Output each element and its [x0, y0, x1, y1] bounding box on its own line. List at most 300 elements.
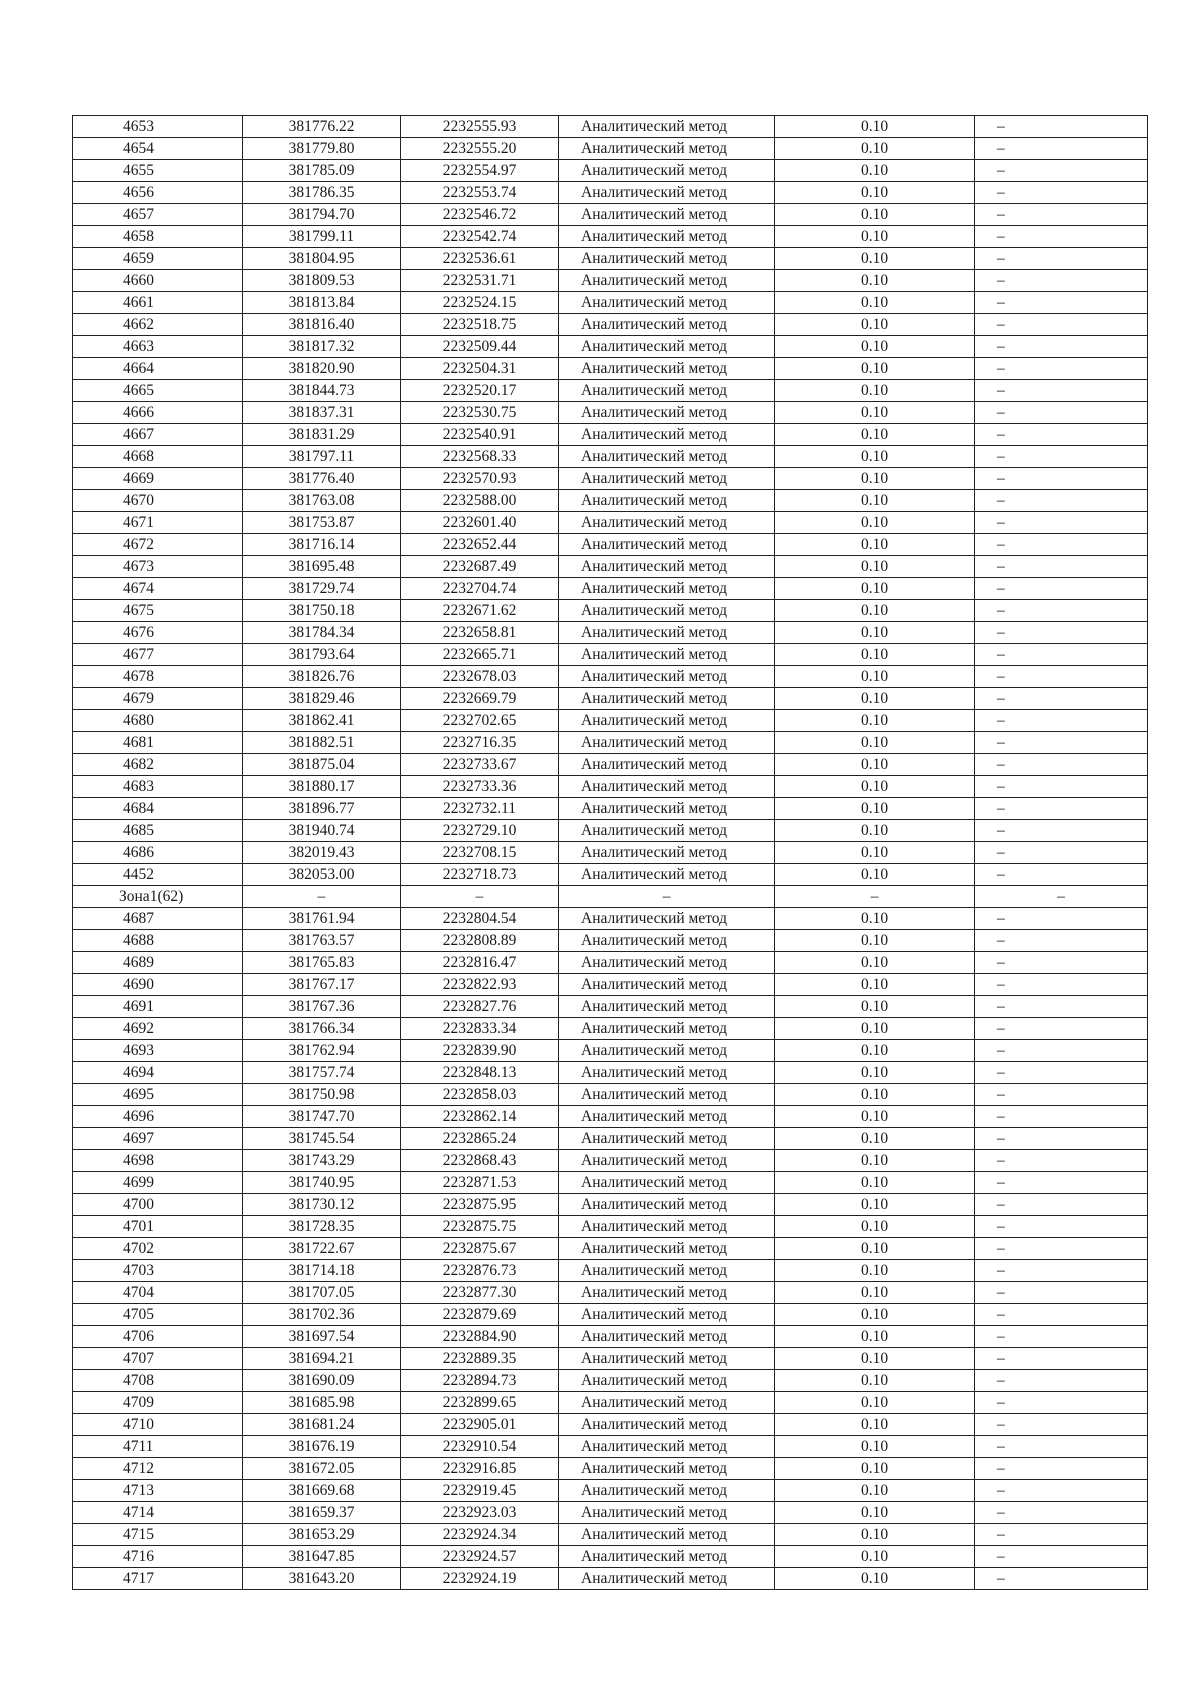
- description-cell: –: [975, 380, 1148, 402]
- point-number-cell: 4699: [73, 1172, 243, 1194]
- y-coordinate-cell: 2232536.61: [401, 248, 559, 270]
- description-cell: –: [975, 996, 1148, 1018]
- method-cell: Аналитический метод: [559, 1260, 775, 1282]
- accuracy-cell: 0.10: [775, 1018, 975, 1040]
- point-number-cell: 4694: [73, 1062, 243, 1084]
- table-row: [73, 842, 1148, 864]
- x-coordinate-cell: 381875.04: [243, 754, 401, 776]
- x-coordinate-cell: 381753.87: [243, 512, 401, 534]
- accuracy-cell: 0.10: [775, 512, 975, 534]
- accuracy-cell: 0.10: [775, 468, 975, 490]
- y-coordinate-cell: 2232916.85: [401, 1458, 559, 1480]
- accuracy-cell: 0.10: [775, 116, 975, 138]
- description-cell: –: [975, 1282, 1148, 1304]
- x-coordinate-cell: 381793.64: [243, 644, 401, 666]
- description-cell: –: [975, 952, 1148, 974]
- table-row: [73, 1106, 1148, 1128]
- y-coordinate-cell: 2232652.44: [401, 534, 559, 556]
- x-coordinate-cell: 381940.74: [243, 820, 401, 842]
- table-row: [73, 1480, 1148, 1502]
- description-cell: –: [975, 688, 1148, 710]
- accuracy-cell: 0.10: [775, 1172, 975, 1194]
- table-row: [73, 578, 1148, 600]
- x-coordinate-cell: 381672.05: [243, 1458, 401, 1480]
- method-cell: Аналитический метод: [559, 556, 775, 578]
- y-coordinate-cell: 2232702.65: [401, 710, 559, 732]
- y-coordinate-cell: 2232868.43: [401, 1150, 559, 1172]
- point-number-cell: 4705: [73, 1304, 243, 1326]
- y-coordinate-cell: 2232875.67: [401, 1238, 559, 1260]
- method-cell: Аналитический метод: [559, 952, 775, 974]
- description-cell: –: [975, 798, 1148, 820]
- method-cell: Аналитический метод: [559, 1370, 775, 1392]
- point-number-cell: 4670: [73, 490, 243, 512]
- x-coordinate-cell: 381820.90: [243, 358, 401, 380]
- x-coordinate-cell: 381659.37: [243, 1502, 401, 1524]
- x-coordinate-cell: 381763.57: [243, 930, 401, 952]
- method-cell: Аналитический метод: [559, 1568, 775, 1590]
- point-number-cell: 4713: [73, 1480, 243, 1502]
- accuracy-cell: 0.10: [775, 1282, 975, 1304]
- x-coordinate-cell: 381794.70: [243, 204, 401, 226]
- y-coordinate-cell: 2232546.72: [401, 204, 559, 226]
- y-coordinate-cell: 2232729.10: [401, 820, 559, 842]
- table-row: [73, 204, 1148, 226]
- method-cell: Аналитический метод: [559, 1194, 775, 1216]
- description-cell: –: [975, 842, 1148, 864]
- description-cell: –: [975, 358, 1148, 380]
- method-cell: Аналитический метод: [559, 160, 775, 182]
- accuracy-cell: 0.10: [775, 1524, 975, 1546]
- description-cell: –: [975, 622, 1148, 644]
- description-cell: –: [975, 1062, 1148, 1084]
- y-coordinate-cell: 2232804.54: [401, 908, 559, 930]
- accuracy-cell: 0.10: [775, 556, 975, 578]
- point-number-cell: 4702: [73, 1238, 243, 1260]
- x-coordinate-cell: 381740.95: [243, 1172, 401, 1194]
- table-row: [73, 1524, 1148, 1546]
- table-row: [73, 402, 1148, 424]
- accuracy-cell: 0.10: [775, 490, 975, 512]
- table-row: [73, 732, 1148, 754]
- method-cell: Аналитический метод: [559, 292, 775, 314]
- y-coordinate-cell: 2232540.91: [401, 424, 559, 446]
- point-number-cell: 4706: [73, 1326, 243, 1348]
- accuracy-cell: 0.10: [775, 1216, 975, 1238]
- point-number-cell: 4700: [73, 1194, 243, 1216]
- x-coordinate-cell: 381695.48: [243, 556, 401, 578]
- table-row: [73, 1172, 1148, 1194]
- y-coordinate-cell: 2232889.35: [401, 1348, 559, 1370]
- y-coordinate-cell: 2232531.71: [401, 270, 559, 292]
- table-row: [73, 468, 1148, 490]
- description-cell: –: [975, 1150, 1148, 1172]
- x-coordinate-cell: 381681.24: [243, 1414, 401, 1436]
- method-cell: Аналитический метод: [559, 490, 775, 512]
- point-number-cell: 4666: [73, 402, 243, 424]
- method-cell: Аналитический метод: [559, 138, 775, 160]
- table-row: [73, 1414, 1148, 1436]
- table-row: [73, 1194, 1148, 1216]
- table-row: [73, 314, 1148, 336]
- method-cell: Аналитический метод: [559, 1282, 775, 1304]
- x-coordinate-cell: 381817.32: [243, 336, 401, 358]
- accuracy-cell: 0.10: [775, 754, 975, 776]
- accuracy-cell: 0.10: [775, 930, 975, 952]
- x-coordinate-cell: 381694.21: [243, 1348, 401, 1370]
- table-row: [73, 820, 1148, 842]
- table-row: [73, 1348, 1148, 1370]
- accuracy-cell: 0.10: [775, 226, 975, 248]
- x-coordinate-cell: 381766.34: [243, 1018, 401, 1040]
- method-cell: Аналитический метод: [559, 358, 775, 380]
- point-number-cell: 4695: [73, 1084, 243, 1106]
- description-cell: –: [975, 710, 1148, 732]
- x-coordinate-cell: 381745.54: [243, 1128, 401, 1150]
- y-coordinate-cell: 2232671.62: [401, 600, 559, 622]
- point-number-cell: 4663: [73, 336, 243, 358]
- accuracy-cell: 0.10: [775, 820, 975, 842]
- table-row: [73, 446, 1148, 468]
- method-cell: Аналитический метод: [559, 402, 775, 424]
- description-cell: –: [975, 490, 1148, 512]
- x-coordinate-cell: 381647.85: [243, 1546, 401, 1568]
- y-coordinate-cell: 2232833.34: [401, 1018, 559, 1040]
- y-coordinate-cell: 2232665.71: [401, 644, 559, 666]
- x-coordinate-cell: 381729.74: [243, 578, 401, 600]
- y-coordinate-cell: 2232601.40: [401, 512, 559, 534]
- method-cell: Аналитический метод: [559, 204, 775, 226]
- description-cell: –: [975, 1414, 1148, 1436]
- accuracy-cell: 0.10: [775, 1370, 975, 1392]
- method-cell: Аналитический метод: [559, 182, 775, 204]
- accuracy-cell: 0.10: [775, 622, 975, 644]
- x-coordinate-cell: 381785.09: [243, 160, 401, 182]
- accuracy-cell: 0.10: [775, 842, 975, 864]
- table-row: [73, 688, 1148, 710]
- y-coordinate-cell: 2232839.90: [401, 1040, 559, 1062]
- description-cell: –: [975, 446, 1148, 468]
- method-cell: Аналитический метод: [559, 798, 775, 820]
- y-coordinate-cell: 2232858.03: [401, 1084, 559, 1106]
- y-coordinate-cell: 2232658.81: [401, 622, 559, 644]
- accuracy-cell: 0.10: [775, 248, 975, 270]
- description-cell: –: [975, 512, 1148, 534]
- point-number-cell: 4686: [73, 842, 243, 864]
- method-cell: Аналитический метод: [559, 688, 775, 710]
- y-coordinate-cell: 2232716.35: [401, 732, 559, 754]
- y-coordinate-cell: 2232732.11: [401, 798, 559, 820]
- point-number-cell: 4671: [73, 512, 243, 534]
- y-coordinate-cell: 2232862.14: [401, 1106, 559, 1128]
- y-coordinate-cell: 2232894.73: [401, 1370, 559, 1392]
- point-number-cell: 4668: [73, 446, 243, 468]
- point-number-cell: 4692: [73, 1018, 243, 1040]
- accuracy-cell: 0.10: [775, 1480, 975, 1502]
- description-cell: –: [975, 1040, 1148, 1062]
- point-number-cell: 4712: [73, 1458, 243, 1480]
- method-cell: Аналитический метод: [559, 600, 775, 622]
- x-coordinate-cell: 381761.94: [243, 908, 401, 930]
- point-number-cell: 4681: [73, 732, 243, 754]
- description-cell: –: [975, 1106, 1148, 1128]
- accuracy-cell: 0.10: [775, 798, 975, 820]
- y-coordinate-cell: 2232678.03: [401, 666, 559, 688]
- description-cell: –: [975, 424, 1148, 446]
- description-cell: –: [975, 226, 1148, 248]
- method-cell: Аналитический метод: [559, 930, 775, 952]
- y-coordinate-cell: 2232669.79: [401, 688, 559, 710]
- zone-label-cell: Зона1(62): [73, 886, 243, 908]
- point-number-cell: 4675: [73, 600, 243, 622]
- accuracy-cell: 0.10: [775, 534, 975, 556]
- description-cell: –: [975, 1370, 1148, 1392]
- y-coordinate-cell: 2232542.74: [401, 226, 559, 248]
- accuracy-cell: 0.10: [775, 314, 975, 336]
- y-coordinate-cell: 2232570.93: [401, 468, 559, 490]
- y-coordinate-cell: 2232718.73: [401, 864, 559, 886]
- description-cell: –: [975, 1348, 1148, 1370]
- description-cell: –: [975, 732, 1148, 754]
- x-coordinate-cell: 381797.11: [243, 446, 401, 468]
- x-coordinate-cell: 381743.29: [243, 1150, 401, 1172]
- accuracy-cell: 0.10: [775, 1128, 975, 1150]
- accuracy-cell: 0.10: [775, 1040, 975, 1062]
- description-cell: –: [975, 644, 1148, 666]
- y-coordinate-cell: 2232509.44: [401, 336, 559, 358]
- description-cell: –: [975, 1128, 1148, 1150]
- x-coordinate-cell: 381690.09: [243, 1370, 401, 1392]
- x-coordinate-cell: 381765.83: [243, 952, 401, 974]
- accuracy-cell: 0.10: [775, 1546, 975, 1568]
- table-row: [73, 1260, 1148, 1282]
- table-row: [73, 798, 1148, 820]
- table-row: [73, 512, 1148, 534]
- accuracy-cell: 0.10: [775, 1084, 975, 1106]
- accuracy-cell: 0.10: [775, 336, 975, 358]
- y-coordinate-cell: 2232518.75: [401, 314, 559, 336]
- x-coordinate-cell: –: [243, 886, 401, 908]
- x-coordinate-cell: 381844.73: [243, 380, 401, 402]
- point-number-cell: 4655: [73, 160, 243, 182]
- point-number-cell: 4716: [73, 1546, 243, 1568]
- method-cell: Аналитический метод: [559, 468, 775, 490]
- method-cell: Аналитический метод: [559, 710, 775, 732]
- method-cell: Аналитический метод: [559, 974, 775, 996]
- method-cell: Аналитический метод: [559, 1414, 775, 1436]
- method-cell: Аналитический метод: [559, 864, 775, 886]
- point-number-cell: 4656: [73, 182, 243, 204]
- accuracy-cell: 0.10: [775, 160, 975, 182]
- table-row: [73, 1436, 1148, 1458]
- point-number-cell: 4654: [73, 138, 243, 160]
- method-cell: Аналитический метод: [559, 1062, 775, 1084]
- point-number-cell: 4659: [73, 248, 243, 270]
- point-number-cell: 4717: [73, 1568, 243, 1590]
- table-row: [73, 1150, 1148, 1172]
- method-cell: Аналитический метод: [559, 1238, 775, 1260]
- table-row: [73, 358, 1148, 380]
- method-cell: Аналитический метод: [559, 666, 775, 688]
- table-row: [73, 160, 1148, 182]
- y-coordinate-cell: 2232924.57: [401, 1546, 559, 1568]
- y-coordinate-cell: 2232884.90: [401, 1326, 559, 1348]
- zone-header-row: [73, 886, 1148, 908]
- accuracy-cell: 0.10: [775, 1348, 975, 1370]
- y-coordinate-cell: 2232827.76: [401, 996, 559, 1018]
- point-number-cell: 4708: [73, 1370, 243, 1392]
- method-cell: Аналитический метод: [559, 380, 775, 402]
- y-coordinate-cell: 2232554.97: [401, 160, 559, 182]
- y-coordinate-cell: 2232520.17: [401, 380, 559, 402]
- accuracy-cell: 0.10: [775, 446, 975, 468]
- table-row: [73, 226, 1148, 248]
- x-coordinate-cell: 381784.34: [243, 622, 401, 644]
- point-number-cell: 4669: [73, 468, 243, 490]
- table-row: [73, 116, 1148, 138]
- accuracy-cell: 0.10: [775, 1062, 975, 1084]
- description-cell: –: [975, 1392, 1148, 1414]
- method-cell: Аналитический метод: [559, 1392, 775, 1414]
- x-coordinate-cell: 381750.98: [243, 1084, 401, 1106]
- method-cell: Аналитический метод: [559, 996, 775, 1018]
- y-coordinate-cell: 2232553.74: [401, 182, 559, 204]
- description-cell: –: [975, 292, 1148, 314]
- coordinates-table: [72, 115, 1148, 1590]
- point-number-cell: 4714: [73, 1502, 243, 1524]
- x-coordinate-cell: 381882.51: [243, 732, 401, 754]
- table-row: [73, 1502, 1148, 1524]
- x-coordinate-cell: 381669.68: [243, 1480, 401, 1502]
- y-coordinate-cell: 2232555.93: [401, 116, 559, 138]
- description-cell: –: [975, 534, 1148, 556]
- point-number-cell: 4667: [73, 424, 243, 446]
- description-cell: –: [975, 1568, 1148, 1590]
- x-coordinate-cell: 381716.14: [243, 534, 401, 556]
- point-number-cell: 4711: [73, 1436, 243, 1458]
- table-row: [73, 424, 1148, 446]
- x-coordinate-cell: 381809.53: [243, 270, 401, 292]
- y-coordinate-cell: 2232588.00: [401, 490, 559, 512]
- table-row: [73, 1216, 1148, 1238]
- description-cell: –: [975, 1018, 1148, 1040]
- y-coordinate-cell: 2232877.30: [401, 1282, 559, 1304]
- description-cell: –: [975, 600, 1148, 622]
- x-coordinate-cell: 381707.05: [243, 1282, 401, 1304]
- accuracy-cell: 0.10: [775, 402, 975, 424]
- y-coordinate-cell: 2232504.31: [401, 358, 559, 380]
- x-coordinate-cell: 381799.11: [243, 226, 401, 248]
- table-row: [73, 952, 1148, 974]
- description-cell: –: [975, 908, 1148, 930]
- point-number-cell: 4662: [73, 314, 243, 336]
- accuracy-cell: 0.10: [775, 1260, 975, 1282]
- description-cell: –: [975, 160, 1148, 182]
- description-cell: –: [975, 930, 1148, 952]
- description-cell: –: [975, 754, 1148, 776]
- x-coordinate-cell: 381762.94: [243, 1040, 401, 1062]
- accuracy-cell: 0.10: [775, 974, 975, 996]
- x-coordinate-cell: 381747.70: [243, 1106, 401, 1128]
- method-cell: Аналитический метод: [559, 1304, 775, 1326]
- description-cell: –: [975, 1502, 1148, 1524]
- table-row: [73, 1546, 1148, 1568]
- accuracy-cell: 0.10: [775, 1392, 975, 1414]
- point-number-cell: 4678: [73, 666, 243, 688]
- point-number-cell: 4698: [73, 1150, 243, 1172]
- point-number-cell: 4660: [73, 270, 243, 292]
- point-number-cell: 4703: [73, 1260, 243, 1282]
- description-cell: –: [975, 138, 1148, 160]
- x-coordinate-cell: 381804.95: [243, 248, 401, 270]
- description-cell: –: [975, 886, 1148, 908]
- y-coordinate-cell: 2232555.20: [401, 138, 559, 160]
- table-row: [73, 1238, 1148, 1260]
- table-row: [73, 138, 1148, 160]
- accuracy-cell: 0.10: [775, 1326, 975, 1348]
- point-number-cell: 4689: [73, 952, 243, 974]
- point-number-cell: 4682: [73, 754, 243, 776]
- y-coordinate-cell: 2232919.45: [401, 1480, 559, 1502]
- accuracy-cell: 0.10: [775, 1106, 975, 1128]
- x-coordinate-cell: 381714.18: [243, 1260, 401, 1282]
- method-cell: Аналитический метод: [559, 820, 775, 842]
- x-coordinate-cell: 381816.40: [243, 314, 401, 336]
- y-coordinate-cell: 2232876.73: [401, 1260, 559, 1282]
- method-cell: Аналитический метод: [559, 1480, 775, 1502]
- description-cell: –: [975, 1480, 1148, 1502]
- accuracy-cell: 0.10: [775, 424, 975, 446]
- description-cell: –: [975, 1194, 1148, 1216]
- accuracy-cell: 0.10: [775, 644, 975, 666]
- method-cell: Аналитический метод: [559, 512, 775, 534]
- accuracy-cell: 0.10: [775, 138, 975, 160]
- table-row: [73, 1062, 1148, 1084]
- method-cell: Аналитический метод: [559, 754, 775, 776]
- method-cell: Аналитический метод: [559, 1172, 775, 1194]
- table-row: [73, 1326, 1148, 1348]
- method-cell: Аналитический метод: [559, 1502, 775, 1524]
- point-number-cell: 4707: [73, 1348, 243, 1370]
- method-cell: Аналитический метод: [559, 1106, 775, 1128]
- description-cell: –: [975, 776, 1148, 798]
- table-row: [73, 930, 1148, 952]
- x-coordinate-cell: 381643.20: [243, 1568, 401, 1590]
- x-coordinate-cell: 381757.74: [243, 1062, 401, 1084]
- x-coordinate-cell: 382019.43: [243, 842, 401, 864]
- accuracy-cell: 0.10: [775, 358, 975, 380]
- table-row: [73, 182, 1148, 204]
- accuracy-cell: 0.10: [775, 1150, 975, 1172]
- accuracy-cell: 0.10: [775, 1458, 975, 1480]
- accuracy-cell: 0.10: [775, 1238, 975, 1260]
- table-row: [73, 600, 1148, 622]
- point-number-cell: 4683: [73, 776, 243, 798]
- table-row: [73, 1282, 1148, 1304]
- description-cell: –: [975, 666, 1148, 688]
- x-coordinate-cell: 381728.35: [243, 1216, 401, 1238]
- y-coordinate-cell: 2232524.15: [401, 292, 559, 314]
- method-cell: Аналитический метод: [559, 842, 775, 864]
- description-cell: –: [975, 1216, 1148, 1238]
- table-row: [73, 534, 1148, 556]
- description-cell: –: [975, 578, 1148, 600]
- x-coordinate-cell: 382053.00: [243, 864, 401, 886]
- method-cell: Аналитический метод: [559, 622, 775, 644]
- point-number-cell: 4677: [73, 644, 243, 666]
- point-number-cell: 4657: [73, 204, 243, 226]
- table-row: [73, 1370, 1148, 1392]
